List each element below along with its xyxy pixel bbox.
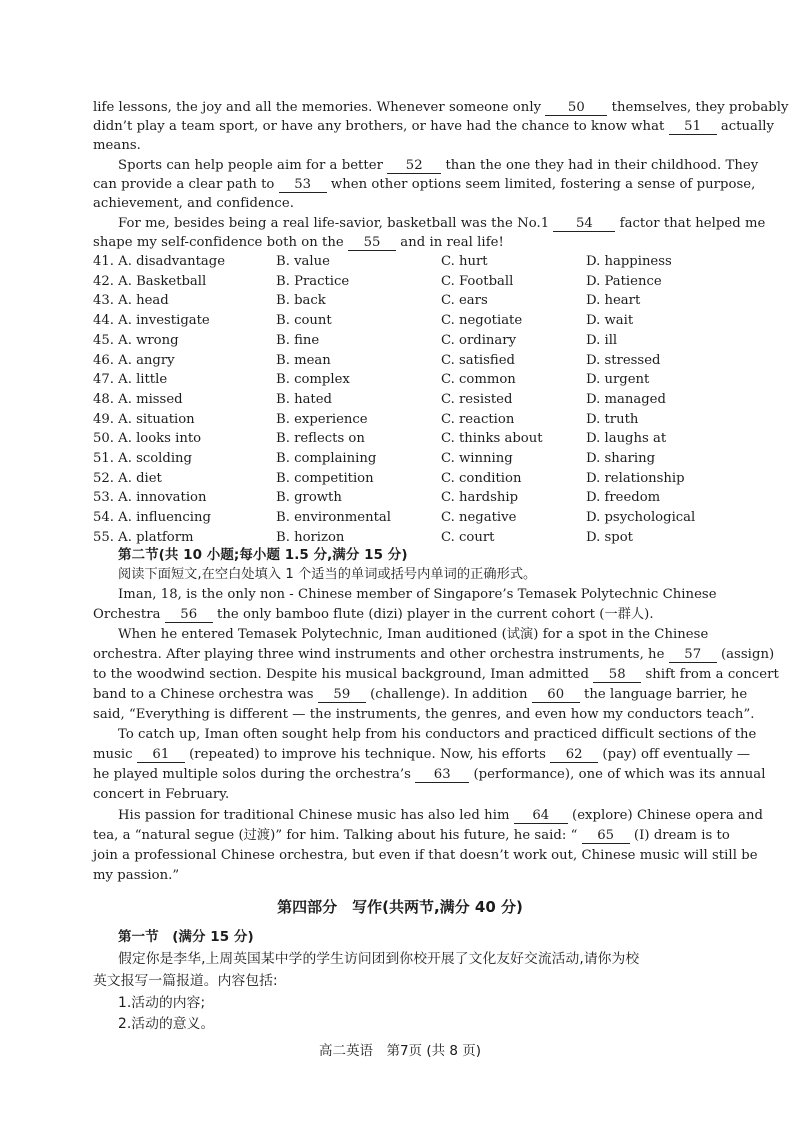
option-c[interactable]: C. hardship bbox=[441, 490, 519, 506]
line-text: Orchestra bbox=[93, 607, 165, 622]
line-text: (explore) Chinese opera and bbox=[567, 808, 763, 823]
line-text: themselves, they probably bbox=[607, 100, 789, 115]
option-a[interactable]: 54. A. influencing bbox=[93, 510, 211, 526]
answer-blank[interactable]: 50 bbox=[545, 101, 607, 116]
line-text: he played multiple solos during the orchestra’s bbox=[93, 767, 416, 782]
option-a[interactable]: 52. A. diet bbox=[93, 470, 162, 486]
line-text: factor that helped me bbox=[615, 216, 766, 231]
passage-line bbox=[93, 645, 775, 664]
option-a[interactable]: 45. A. wrong bbox=[93, 332, 179, 348]
line-text: when other options seem limited, fostering a sense of purpose, bbox=[326, 177, 756, 192]
option-b[interactable]: B. complex bbox=[276, 372, 350, 388]
option-row bbox=[93, 272, 733, 291]
line-text: tea, a “natural segue (过渡)” for him. Talking about his future, he said: “ bbox=[93, 828, 582, 843]
option-row bbox=[93, 508, 733, 527]
answer-blank[interactable]: 54 bbox=[553, 217, 615, 232]
option-d[interactable]: D. stressed bbox=[586, 352, 661, 368]
line-text: didn’t play a team sport, or have any brothers, or have had the chance to know what bbox=[93, 119, 669, 134]
option-row bbox=[93, 351, 733, 370]
option-d[interactable]: D. heart bbox=[586, 293, 641, 309]
line-text: join a professional Chinese orchestra, but even if that doesn’t work out, Chinese music will still be bbox=[93, 848, 758, 863]
writing-item-1: 1.活动的内容; bbox=[118, 995, 206, 1011]
option-d[interactable]: D. freedom bbox=[586, 490, 661, 506]
option-c[interactable]: C. ordinary bbox=[441, 332, 517, 348]
answer-blank[interactable]: 51 bbox=[669, 120, 717, 135]
part4-title: 第四部分 写作(共两节,满分 40 分) bbox=[277, 898, 523, 916]
option-a[interactable]: 43. A. head bbox=[93, 293, 169, 309]
option-d[interactable]: D. happiness bbox=[586, 254, 672, 269]
line-text: life lessons, the joy and all the memories. Whenever someone only bbox=[93, 100, 546, 115]
option-row bbox=[93, 311, 733, 330]
option-c[interactable]: C. hurt bbox=[441, 254, 488, 269]
option-row bbox=[93, 528, 733, 547]
option-a[interactable]: 50. A. looks into bbox=[93, 431, 202, 447]
option-row bbox=[93, 252, 733, 271]
option-d[interactable]: D. laughs at bbox=[586, 431, 667, 447]
option-c[interactable]: C. resisted bbox=[441, 391, 513, 407]
line-text: than the one they had in their childhood. They bbox=[441, 158, 759, 173]
option-row bbox=[93, 370, 733, 389]
option-c[interactable]: C. satisfied bbox=[441, 352, 515, 368]
option-row bbox=[93, 449, 733, 468]
section2-title: 第二节(共 10 小题;每小题 1.5 分,满分 15 分) bbox=[118, 547, 408, 563]
option-b[interactable]: B. hated bbox=[276, 391, 332, 407]
option-b[interactable]: B. value bbox=[276, 254, 330, 269]
passage-line bbox=[93, 826, 730, 845]
option-b[interactable]: B. growth bbox=[276, 490, 342, 506]
option-a[interactable]: 46. A. angry bbox=[93, 352, 175, 368]
passage-line bbox=[93, 233, 713, 252]
line-text: (assign) bbox=[716, 647, 775, 662]
answer-blank[interactable]: 58 bbox=[593, 668, 641, 683]
option-a[interactable]: 42. A. Basketball bbox=[93, 273, 207, 289]
line-text: concert in February. bbox=[93, 787, 230, 802]
passage-line bbox=[93, 175, 756, 194]
passage-line bbox=[118, 625, 713, 644]
option-d[interactable]: D. psychological bbox=[586, 510, 696, 526]
option-c[interactable]: C. condition bbox=[441, 470, 522, 486]
answer-blank[interactable]: 65 bbox=[582, 829, 630, 844]
page-footer: 高二英语 第7页 (共 8 页) bbox=[318, 1043, 482, 1059]
line-text: (repeated) to improve his technique. Now, his efforts bbox=[184, 747, 551, 762]
option-c[interactable]: C. Football bbox=[441, 273, 514, 289]
line-text: Iman, 18, is the only non - Chinese member of Singapore’s Temasek Polytechnic Chinese bbox=[118, 587, 717, 602]
option-row bbox=[93, 469, 733, 488]
option-b[interactable]: B. experience bbox=[276, 411, 368, 427]
line-text: music bbox=[93, 747, 137, 762]
answer-blank[interactable]: 55 bbox=[348, 236, 396, 251]
answer-blank[interactable]: 52 bbox=[387, 159, 441, 174]
option-c[interactable]: C. winning bbox=[441, 451, 513, 466]
option-c[interactable]: C. ears bbox=[441, 293, 488, 309]
option-b[interactable]: B. mean bbox=[276, 352, 331, 368]
passage-line bbox=[118, 156, 759, 175]
section2-instruction: 阅读下面短文,在空白处填入 1 个适当的单词或括号内单词的正确形式。 bbox=[118, 567, 537, 582]
option-a[interactable]: 44. A. investigate bbox=[93, 313, 210, 329]
line-text: said, “Everything is different — the instruments, the genres, and even how my conductors teach”. bbox=[93, 707, 755, 722]
option-d[interactable]: D. wait bbox=[586, 313, 634, 329]
line-text: (pay) off eventually — bbox=[598, 747, 751, 762]
option-c[interactable]: C. reaction bbox=[441, 411, 515, 427]
option-d[interactable]: D. urgent bbox=[586, 372, 650, 388]
writing-item-2: 2.活动的意义。 bbox=[118, 1016, 215, 1032]
answer-blank[interactable]: 53 bbox=[279, 178, 327, 193]
passage-line bbox=[93, 866, 713, 885]
answer-blank[interactable]: 59 bbox=[318, 688, 366, 703]
line-text: and in real life! bbox=[396, 235, 504, 250]
option-b[interactable]: B. fine bbox=[276, 332, 320, 348]
line-text: (challenge). In addition bbox=[365, 687, 532, 702]
option-b[interactable]: B. back bbox=[276, 293, 326, 309]
option-b[interactable]: B. reflects on bbox=[276, 431, 365, 447]
answer-blank[interactable]: 60 bbox=[532, 688, 580, 703]
passage-line bbox=[118, 806, 763, 825]
line-text: For me, besides being a real life-savior, basketball was the No.1 bbox=[118, 216, 554, 231]
option-row bbox=[93, 429, 733, 448]
option-row bbox=[93, 488, 733, 507]
option-d[interactable]: D. spot bbox=[586, 529, 633, 545]
option-row bbox=[93, 291, 733, 310]
passage-line bbox=[93, 785, 713, 804]
option-b[interactable]: B. complaining bbox=[276, 451, 377, 466]
option-d[interactable]: D. ill bbox=[586, 332, 618, 348]
passage-line bbox=[93, 194, 713, 213]
passage-line bbox=[93, 665, 779, 684]
option-row bbox=[93, 331, 733, 350]
option-a[interactable]: 41. A. disadvantage bbox=[93, 254, 226, 269]
option-a[interactable]: 51. A. scolding bbox=[93, 451, 192, 466]
answer-blank[interactable]: 57 bbox=[669, 648, 717, 663]
option-row bbox=[93, 390, 733, 409]
line-text: His passion for traditional Chinese music has also led him bbox=[118, 808, 514, 823]
option-b[interactable]: B. environmental bbox=[276, 510, 391, 526]
line-text: the language barrier, he bbox=[579, 687, 748, 702]
passage-line bbox=[93, 745, 751, 764]
option-d[interactable]: D. relationship bbox=[586, 470, 685, 486]
passage-line bbox=[93, 705, 755, 724]
option-d[interactable]: D. sharing bbox=[586, 451, 656, 466]
option-b[interactable]: B. count bbox=[276, 313, 332, 329]
writing-prompt-line2: 英文报写一篇报道。内容包括: bbox=[93, 973, 278, 989]
line-text: means. bbox=[93, 138, 141, 153]
passage-line bbox=[93, 605, 713, 624]
passage-line bbox=[93, 136, 713, 155]
part4-subtitle: 第一节 (满分 15 分) bbox=[118, 929, 254, 945]
line-text: To catch up, Iman often sought help from his conductors and practiced difficult sections of the bbox=[118, 727, 757, 742]
option-a[interactable]: 53. A. innovation bbox=[93, 490, 207, 506]
option-c[interactable]: C. common bbox=[441, 372, 516, 388]
line-text: can provide a clear path to bbox=[93, 177, 279, 192]
option-d[interactable]: D. truth bbox=[586, 411, 639, 427]
line-text: orchestra. After playing three wind instruments and other orchestra instruments, he bbox=[93, 647, 669, 662]
answer-blank[interactable]: 56 bbox=[165, 608, 213, 623]
line-text: achievement, and confidence. bbox=[93, 196, 294, 211]
line-text: shift from a concert bbox=[641, 667, 779, 682]
line-text: (I) dream is to bbox=[629, 828, 730, 843]
line-text: (performance), one of which was its annual bbox=[469, 767, 766, 782]
line-text: to the woodwind section. Despite his musical background, Iman admitted bbox=[93, 667, 594, 682]
option-c[interactable]: C. negotiate bbox=[441, 313, 523, 329]
passage-line bbox=[93, 846, 758, 865]
line-text: When he entered Temasek Polytechnic, Iman auditioned (试演) for a spot in the Chinese bbox=[118, 627, 709, 642]
line-text: the only bamboo flute (dizi) player in the current cohort (一群人). bbox=[212, 607, 654, 622]
line-text: Sports can help people aim for a better bbox=[118, 158, 388, 173]
passage-line bbox=[93, 117, 775, 136]
option-a[interactable]: 49. A. situation bbox=[93, 411, 195, 427]
passage-line bbox=[93, 685, 748, 704]
answer-blank[interactable]: 61 bbox=[137, 748, 185, 763]
option-a[interactable]: 48. A. missed bbox=[93, 391, 183, 407]
line-text: shape my self-confidence both on the bbox=[93, 235, 349, 250]
option-b[interactable]: B. horizon bbox=[276, 529, 345, 545]
option-d[interactable]: D. Patience bbox=[586, 273, 662, 289]
passage-line bbox=[118, 585, 717, 604]
line-text: band to a Chinese orchestra was bbox=[93, 687, 318, 702]
option-a[interactable]: 47. A. little bbox=[93, 372, 168, 388]
line-text: actually bbox=[716, 119, 775, 134]
answer-blank[interactable]: 63 bbox=[415, 768, 469, 783]
option-c[interactable]: C. court bbox=[441, 529, 495, 545]
passage-line bbox=[118, 725, 757, 744]
passage-line bbox=[118, 214, 766, 233]
option-b[interactable]: B. Practice bbox=[276, 273, 350, 289]
passage-line bbox=[93, 765, 766, 784]
option-c[interactable]: C. thinks about bbox=[441, 431, 543, 447]
writing-prompt-line1: 假定你是李华,上周英国某中学的学生访问团到你校开展了文化友好交流活动,请你为校 bbox=[118, 951, 640, 967]
passage-line bbox=[93, 98, 789, 117]
option-c[interactable]: C. negative bbox=[441, 510, 517, 526]
answer-blank[interactable]: 64 bbox=[514, 809, 568, 824]
answer-blank[interactable]: 62 bbox=[550, 748, 598, 763]
option-d[interactable]: D. managed bbox=[586, 391, 666, 407]
option-a[interactable]: 55. A. platform bbox=[93, 529, 194, 545]
option-b[interactable]: B. competition bbox=[276, 470, 374, 486]
option-row bbox=[93, 410, 733, 429]
line-text: my passion.” bbox=[93, 868, 180, 883]
